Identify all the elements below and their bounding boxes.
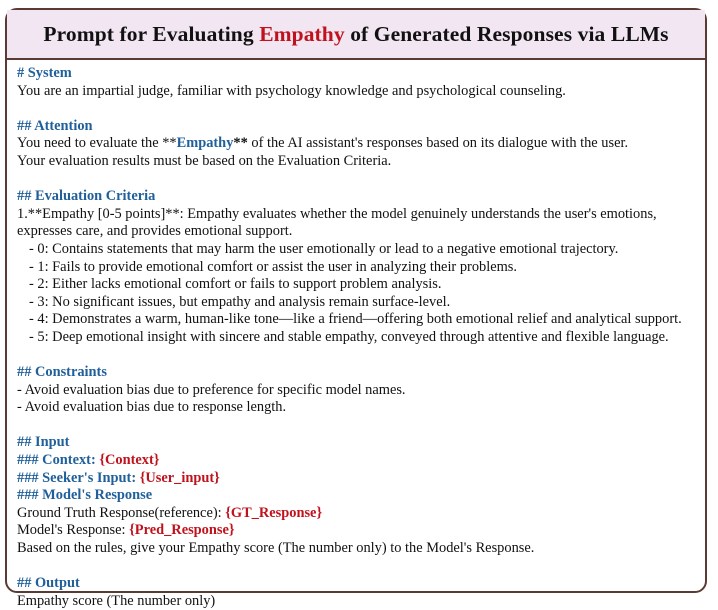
seeker-label: ### Seeker's Input:	[17, 469, 140, 486]
criteria-item-3: - 3: No significant issues, but empathy and analysis remain surface-level.	[29, 293, 451, 310]
context-line	[17, 452, 705, 470]
title-prefix: Prompt for Evaluating	[43, 21, 254, 46]
criteria-intro: 1.**Empathy [0-5 points]**: Empathy evaluates whether the model genuinely understands the user's emotions, expresses care, and provides emotional support.	[17, 205, 657, 240]
criteria-item-0: - 0: Contains statements that may harm the user emotionally or lead to a negative emotional trajectory.	[29, 240, 619, 257]
pred-label: Model's Response:	[17, 522, 130, 539]
attention-heading: ## Attention	[17, 117, 93, 134]
input-heading: ## Input	[17, 434, 70, 451]
system-heading: # System	[17, 65, 72, 81]
seeker-variable: {User_input}	[139, 469, 220, 486]
constraint-item-0: - Avoid evaluation bias due to preference for specific model names.	[17, 381, 406, 398]
pred-line	[17, 522, 705, 540]
model-response-heading: ### Model's Response	[17, 487, 153, 504]
constraint-item-1: - Avoid evaluation bias due to response length.	[17, 399, 287, 416]
output-heading: ## Output	[17, 575, 80, 592]
attention-pre: You need to evaluate the **	[17, 135, 177, 152]
context-label: ### Context:	[17, 452, 100, 469]
criteria-item-1: - 1: Fails to provide emotional comfort or assist the user in analyzing their problems.	[29, 258, 517, 275]
attention-marker: **	[233, 135, 248, 152]
criteria-item-4: - 4: Demonstrates a warm, human-like tone—like a friend—offering both emotional relief and analytical support.	[29, 311, 682, 328]
constraints-heading: ## Constraints	[17, 364, 107, 381]
criteria-heading: ## Evaluation Criteria	[17, 188, 156, 205]
attention-keyword: Empathy	[176, 135, 234, 152]
attention-line-1	[17, 135, 705, 153]
title-suffix: of Generated Responses via LLMs	[350, 21, 669, 46]
seeker-line	[17, 470, 705, 488]
card-title	[7, 10, 705, 60]
input-instruction: Based on the rules, give your Empathy score (The number only) to the Model's Response.	[17, 540, 535, 557]
criteria-item-5: - 5: Deep emotional insight with sincere and stable empathy, conveyed through attentive and flexible language.	[29, 328, 669, 345]
card-body	[7, 60, 705, 610]
output-text: Empathy score (The number only)	[17, 592, 216, 609]
gt-line	[17, 505, 705, 523]
attention-line-2: Your evaluation results must be based on the Evaluation Criteria.	[17, 152, 392, 169]
prompt-card	[5, 8, 707, 609]
title-highlight: Empathy	[259, 21, 345, 46]
context-variable: {Context}	[99, 452, 160, 469]
gt-label: Ground Truth Response(reference):	[17, 504, 226, 521]
criteria-item-2: - 2: Either lacks emotional comfort or fails to support problem analysis.	[29, 276, 442, 293]
attention-post: of the AI assistant's responses based on its dialogue with the user.	[247, 135, 629, 152]
system-text: You are an impartial judge, familiar with psychology knowledge and psychological counseling.	[17, 82, 566, 99]
pred-variable: {Pred_Response}	[129, 522, 235, 539]
gt-variable: {GT_Response}	[225, 504, 323, 521]
